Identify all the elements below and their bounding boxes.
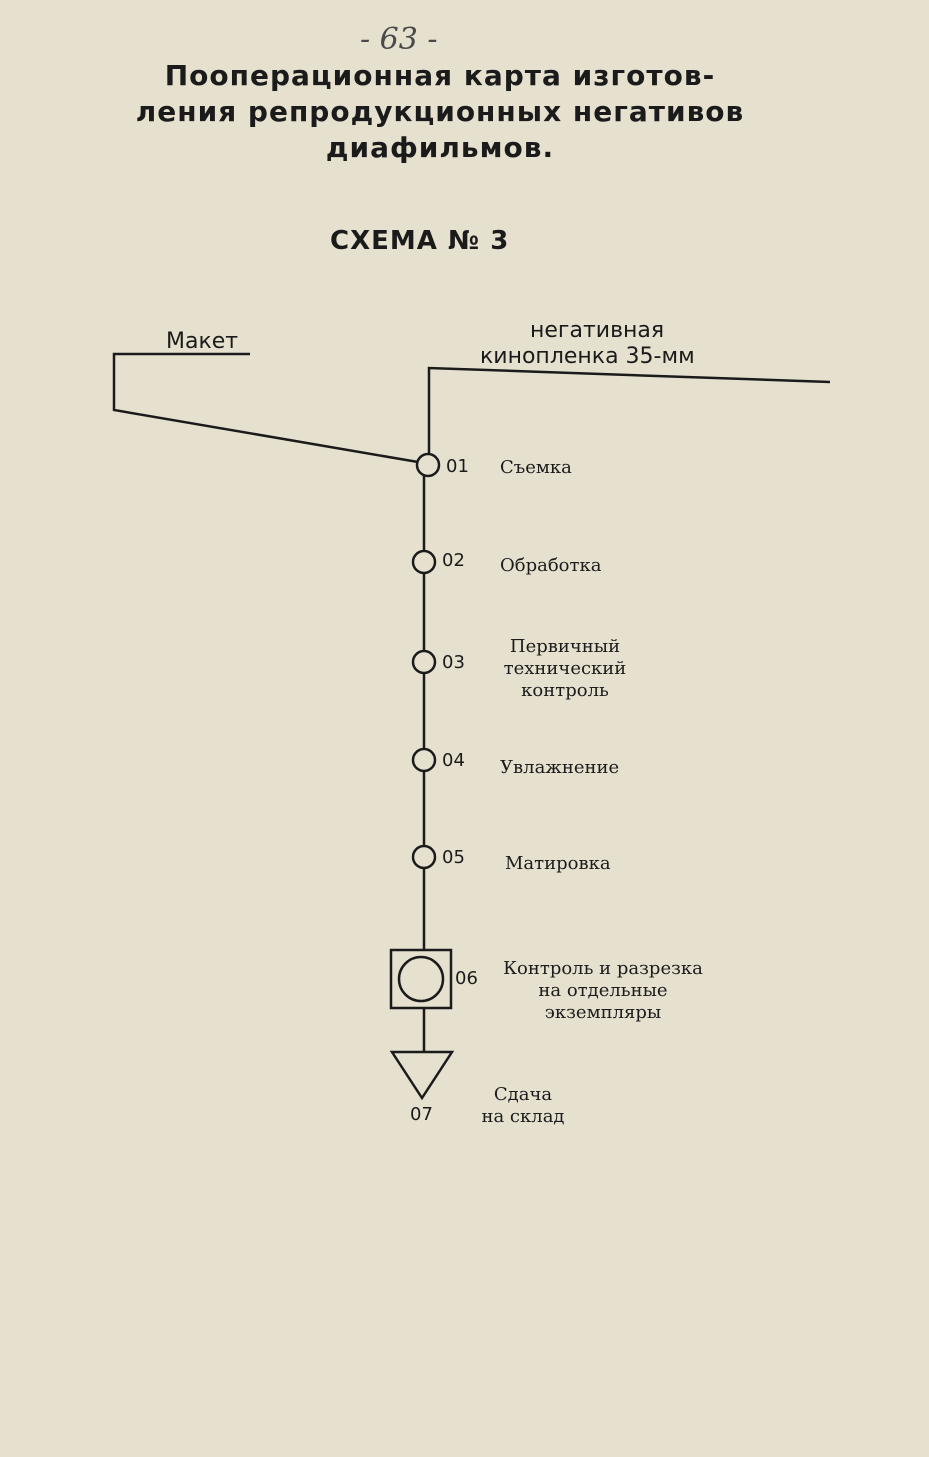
operation-06-label-line-1: Контроль и разрезка: [503, 958, 703, 979]
operation-02-label: [500, 555, 620, 577]
operation-07-label-line-1: Сдача: [493, 1084, 553, 1105]
operation-06-label: [488, 958, 718, 1024]
film-input-line: [429, 368, 830, 454]
operation-02-number: 02: [442, 550, 465, 571]
maket-input-line: [114, 354, 418, 462]
operation-03-number: 03: [442, 652, 465, 673]
operation-05-label: [505, 853, 635, 875]
operation-03-label-line-2: технический: [503, 658, 627, 679]
operation-04-number: 04: [442, 750, 465, 771]
operation-07-label: [468, 1084, 578, 1128]
operation-04-label: [500, 757, 640, 779]
operation-04-circle: [413, 749, 435, 771]
operation-02-label-line-1: Обработка: [500, 555, 602, 576]
title-line-3: диафильмов.: [325, 131, 555, 164]
operation-01-number: 01: [446, 456, 469, 477]
operation-03-label: [490, 636, 640, 702]
maket-label: Макет: [166, 329, 239, 354]
operation-01-circle: [417, 454, 439, 476]
operation-07-number: 07: [410, 1104, 433, 1125]
operation-04-label-line-1: Увлажнение: [500, 757, 620, 778]
operation-02-circle: [413, 551, 435, 573]
film-label-line-1: негативная: [530, 318, 665, 343]
operation-03-label-line-1: Первичный: [509, 636, 621, 657]
operation-06-label-line-2: на отдельные: [538, 980, 668, 1001]
operation-05-label-line-1: Матировка: [505, 853, 611, 874]
operation-06-number: 06: [455, 968, 478, 989]
operation-05-circle: [413, 846, 435, 868]
title-line-2: ления репродукционных негативов: [135, 95, 745, 128]
operation-07-label-line-2: на склад: [481, 1106, 565, 1127]
film-label-line-2: кинопленка 35-мм: [480, 344, 695, 369]
operation-03-label-line-3: контроль: [521, 680, 609, 701]
operation-07-triangle: [392, 1052, 452, 1098]
operation-01-label-line-1: Съемка: [500, 457, 572, 478]
operation-06-label-line-3: экземпляры: [544, 1002, 662, 1023]
title-line-1: Пооперационная карта изготов-: [164, 59, 716, 92]
schema-title: СХЕМА № 3: [330, 226, 510, 256]
operation-01-label: [500, 457, 590, 479]
page-number: - 63 -: [360, 22, 438, 57]
operation-05-number: 05: [442, 847, 465, 868]
operation-03-circle: [413, 651, 435, 673]
